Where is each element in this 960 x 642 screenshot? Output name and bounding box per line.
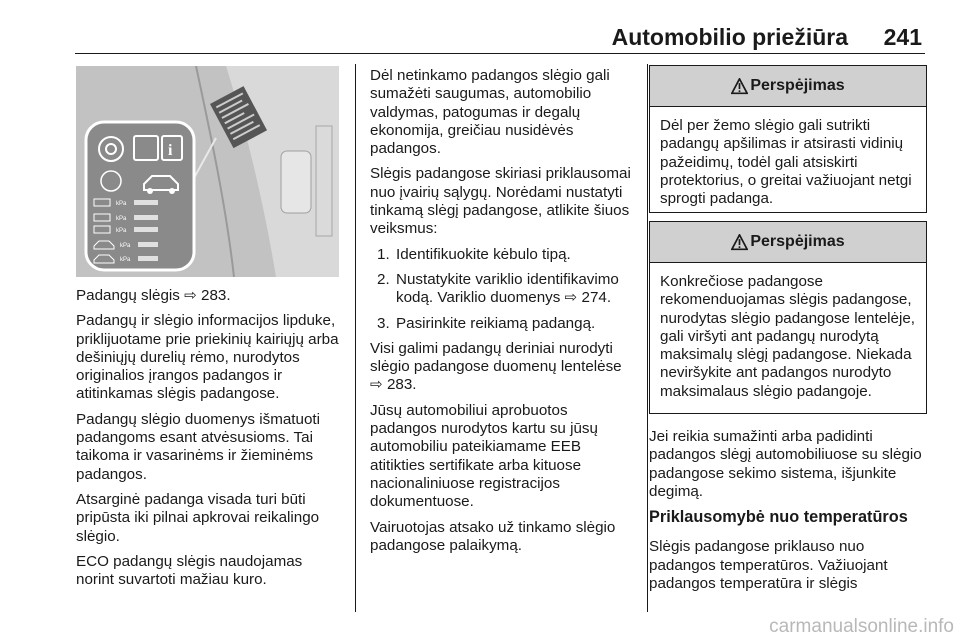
warning-box-2 [649,221,927,414]
column-3-text [649,428,925,600]
paragraph: Jūsų automobiliui aprobuotos padangos nurodytos kartu su jūsų automobiliu pateikiamame EEB atitikties sertifikate arba kituose nacionaliniuose registracijos dokumentuose. [370,401,598,511]
step-number: 1. [377,245,390,263]
watermark: carmanualsonline.info [769,616,954,637]
column-divider-1 [355,64,356,612]
steps-list [370,246,636,333]
list-item [370,315,636,333]
warning-title: Perspėjimas [750,233,845,250]
column-divider-2 [647,64,648,612]
warning-box-1 [649,65,927,213]
warning-header [650,66,926,107]
paragraph: Padangų slėgio duomenys išmatuoti padangoms esant atvėsusioms. Tai taikoma ir vasarinėms ir žieminėms padangos. [76,410,320,483]
column-2 [370,67,636,562]
list-item [370,271,636,308]
paragraph: Dėl netinkamo padangos slėgio gali sumažėti saugumas, automobilio valdymas, patogumas ir degalų ekonomija, greičiau nusidėvės padangos. [370,67,610,158]
warning-text: Dėl per žemo slėgio gali sutrikti padangų apšilimas ir atsirasti vidinių pažeidimų, todėl gali atsiskirti protektorius, o greitai važiuojant netgi sprogti padanga. [660,117,912,208]
warning-triangle-icon [731,78,748,95]
list-item [370,246,636,264]
step-text: Pasirinkite reikiamą padangą. [396,314,596,332]
figure-unit-5: kPa [120,257,131,263]
warning-text: Konkrečiose padangose rekomenduojamas slėgis padangose, nurodytas slėgio padangose lentelėje, gali viršyti ant padangų nurodytą maksimalų slėgį padangose. Niekada neviršykite ant padangos nurodyto maksimalaus slėgio padangoje. [660,273,915,400]
paragraph: ECO padangų slėgis naudojamas norint suvartoti mažiau kuro. [76,552,303,589]
paragraph: Visi galimi padangų deriniai nurodyti slėgio padangose duomenų lentelėse ⇨ 283. [370,339,622,394]
column-1 [76,287,344,596]
warning-header [650,222,926,263]
warning-triangle-icon [731,234,748,251]
paragraph: Jei reikia sumažinti arba padidinti padangos slėgį automobiliuose su slėgio padangose sekimo sistema, išjunkite degimą. [649,428,922,500]
figure-unit-1: kPa [116,201,127,207]
paragraph: Atsarginė padanga visada turi būti pripūsta iki pilnai apkrovai reikalingo slėgio. [76,490,320,545]
figure-unit-2: kPa [116,216,127,222]
door-frame-illustration [76,66,339,277]
header-rule [75,53,925,54]
paragraph: Slėgis padangose skiriasi priklausomai nuo įvairių sąlygų. Norėdami nustatyti tinkamą slėgį padangose, atlikite šiuos veiksmus: [370,165,631,238]
running-header-title: Automobilio priežiūra [611,24,848,50]
step-text: Identifikuokite kėbulo tipą. [396,245,571,263]
figure-unit-4: kPa [120,243,131,249]
step-text: Nustatykite variklio identifikavimo kodą. Variklio duomenys ⇨ 274. [396,270,619,307]
paragraph: Padangų ir slėgio informacijos lipduke, priklijuotame prie priekinių kairiųjų arba dešiniųjų durelių rėmo, nurodytos originalios įrangos padangos ir atitinkamas slėgis padangose. [76,312,339,403]
step-number: 2. [377,270,390,288]
figure-unit-3: kPa [116,228,127,234]
paragraph: Vairuotojas atsako už tinkamo slėgio padangose palaikymą. [370,518,616,554]
section-heading: Priklausomybė nuo temperatūros [649,508,908,527]
cross-reference-paragraph: Padangų slėgis ⇨ 283. [76,287,231,304]
warning-title: Perspėjimas [750,77,845,94]
svg-text:i: i [168,142,173,159]
paragraph: Slėgis padangose priklauso nuo padangos temperatūros. Važiuojant padangos temperatūra ir slėgis [649,538,888,593]
tyre-pressure-label-illustration [76,66,339,277]
page-number: 241 [883,24,922,50]
step-number: 3. [377,314,390,332]
